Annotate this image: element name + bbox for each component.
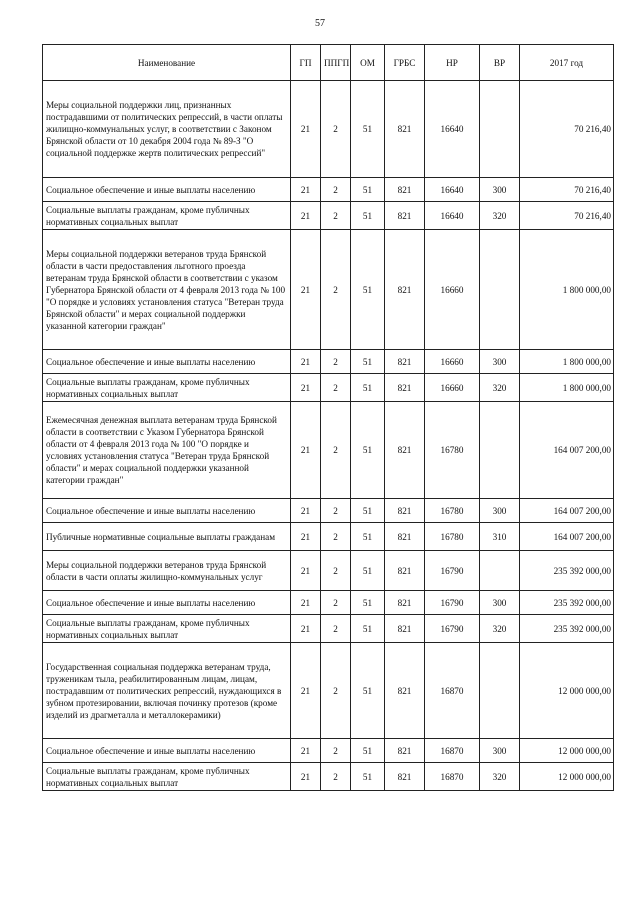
row-ppgp: 2 [321,350,351,374]
budget-table [42,44,614,791]
row-amount: 70 216,40 [520,202,614,230]
row-name: Социальное обеспечение и иные выплаты населению [43,178,291,202]
header-ppgp: ППГП [321,45,351,81]
row-amount: 12 000 000,00 [520,739,614,763]
row-nr: 16790 [425,551,480,591]
row-nr: 16640 [425,81,480,178]
row-nr: 16790 [425,591,480,615]
row-amount: 164 007 200,00 [520,499,614,523]
table-row [43,402,614,499]
table-row [43,374,614,402]
row-grbs: 821 [385,230,425,350]
row-gp: 21 [291,81,321,178]
row-vr: 310 [480,523,520,551]
table-row [43,551,614,591]
row-amount: 235 392 000,00 [520,591,614,615]
row-amount: 70 216,40 [520,178,614,202]
row-nr: 16780 [425,499,480,523]
header-nr: НР [425,45,480,81]
row-grbs: 821 [385,402,425,499]
row-ppgp: 2 [321,178,351,202]
row-gp: 21 [291,643,321,739]
row-om: 51 [351,202,385,230]
row-ppgp: 2 [321,615,351,643]
row-grbs: 821 [385,202,425,230]
row-amount: 235 392 000,00 [520,615,614,643]
header-gp: ГП [291,45,321,81]
table-row [43,230,614,350]
row-vr [480,643,520,739]
row-grbs: 821 [385,739,425,763]
row-om: 51 [351,350,385,374]
header-om: ОМ [351,45,385,81]
row-ppgp: 2 [321,523,351,551]
row-ppgp: 2 [321,643,351,739]
row-nr: 16660 [425,350,480,374]
row-gp: 21 [291,523,321,551]
row-om: 51 [351,739,385,763]
row-nr: 16870 [425,763,480,791]
row-vr: 300 [480,591,520,615]
row-vr: 300 [480,178,520,202]
row-grbs: 821 [385,178,425,202]
row-vr: 300 [480,499,520,523]
row-ppgp: 2 [321,499,351,523]
row-gp: 21 [291,499,321,523]
row-gp: 21 [291,763,321,791]
row-nr: 16780 [425,523,480,551]
row-grbs: 821 [385,374,425,402]
header-name: Наименование [43,45,291,81]
row-vr [480,402,520,499]
row-amount: 1 800 000,00 [520,230,614,350]
row-grbs: 821 [385,763,425,791]
row-om: 51 [351,643,385,739]
row-gp: 21 [291,551,321,591]
row-nr: 16870 [425,739,480,763]
table-row [43,81,614,178]
row-nr: 16660 [425,374,480,402]
row-grbs: 821 [385,643,425,739]
row-nr: 16640 [425,178,480,202]
page-number: 57 [315,18,325,29]
row-nr: 16870 [425,643,480,739]
row-ppgp: 2 [321,374,351,402]
row-name: Меры социальной поддержки лиц, признанных пострадавшими от политических репрессий, в части оплаты жилищно-коммунальных услуг, в соответствии с Законом Брянской области от 10 декабря 2004 года № 89-З "О социальной поддержке жертв политических репрессий" [43,81,291,178]
row-om: 51 [351,591,385,615]
table-row [43,202,614,230]
row-name: Социальные выплаты гражданам, кроме публичных нормативных социальных выплат [43,763,291,791]
row-vr: 320 [480,615,520,643]
row-gp: 21 [291,350,321,374]
row-grbs: 821 [385,615,425,643]
row-name: Социальное обеспечение и иные выплаты населению [43,350,291,374]
row-om: 51 [351,763,385,791]
row-gp: 21 [291,615,321,643]
table-row [43,643,614,739]
row-amount: 164 007 200,00 [520,523,614,551]
row-vr: 320 [480,374,520,402]
row-name: Меры социальной поддержки ветеранов труда Брянской области в части оплаты жилищно-коммунальных услуг [43,551,291,591]
table-row [43,739,614,763]
row-ppgp: 2 [321,230,351,350]
row-vr: 320 [480,202,520,230]
row-amount: 12 000 000,00 [520,763,614,791]
row-vr: 300 [480,739,520,763]
row-name: Социальное обеспечение и иные выплаты населению [43,591,291,615]
row-gp: 21 [291,402,321,499]
table-row [43,178,614,202]
row-amount: 164 007 200,00 [520,402,614,499]
row-amount: 12 000 000,00 [520,643,614,739]
row-grbs: 821 [385,523,425,551]
row-amount: 235 392 000,00 [520,551,614,591]
row-gp: 21 [291,591,321,615]
row-name: Социальное обеспечение и иные выплаты населению [43,499,291,523]
row-amount: 1 800 000,00 [520,350,614,374]
table-row [43,763,614,791]
row-nr: 16790 [425,615,480,643]
header-year: 2017 год [520,45,614,81]
row-grbs: 821 [385,591,425,615]
row-om: 51 [351,551,385,591]
row-ppgp: 2 [321,591,351,615]
row-name: Социальное обеспечение и иные выплаты населению [43,739,291,763]
row-name: Государственная социальная поддержка ветеранам труда, труженикам тыла, реабилитированным лицам, лицам, пострадавшим от политических репрессий, нуждающихся в зубном протезировании, включая починку протезов (кроме изделий из драгметалла и металлокерамики) [43,643,291,739]
row-name: Меры социальной поддержки ветеранов труда Брянской области в части предоставления льготного проезда ветеранам труда Брянской области в соответствии с указом Губернатора Брянской области от 4 февраля 2013 года № 100 "О порядке и условиях установления статуса "Ветеран труда Брянской области" и мерах социальной поддержки указанной категории граждан" [43,230,291,350]
row-nr: 16780 [425,402,480,499]
row-gp: 21 [291,739,321,763]
header-vr: ВР [480,45,520,81]
row-ppgp: 2 [321,202,351,230]
row-om: 51 [351,523,385,551]
table-row [43,350,614,374]
row-name: Социальные выплаты гражданам, кроме публичных нормативных социальных выплат [43,374,291,402]
row-om: 51 [351,615,385,643]
row-grbs: 821 [385,350,425,374]
row-gp: 21 [291,230,321,350]
row-gp: 21 [291,374,321,402]
row-ppgp: 2 [321,739,351,763]
table-row [43,499,614,523]
row-ppgp: 2 [321,551,351,591]
table-row [43,523,614,551]
row-grbs: 821 [385,551,425,591]
row-ppgp: 2 [321,763,351,791]
table-row [43,615,614,643]
row-gp: 21 [291,202,321,230]
row-vr [480,230,520,350]
row-om: 51 [351,178,385,202]
row-name: Ежемесячная денежная выплата ветеранам труда Брянской области в соответствии с Указом Губернатора Брянской области от 4 февраля 2013 года № 100 "О порядке и условиях установления статуса "Ветеран труда Брянской области" и мерах социальной поддержки указанной категории граждан" [43,402,291,499]
row-vr: 300 [480,350,520,374]
row-name: Социальные выплаты гражданам, кроме публичных нормативных социальных выплат [43,202,291,230]
row-amount: 1 800 000,00 [520,374,614,402]
row-ppgp: 2 [321,402,351,499]
row-om: 51 [351,81,385,178]
row-gp: 21 [291,178,321,202]
row-nr: 16640 [425,202,480,230]
row-name: Социальные выплаты гражданам, кроме публичных нормативных социальных выплат [43,615,291,643]
row-om: 51 [351,499,385,523]
row-om: 51 [351,402,385,499]
row-om: 51 [351,230,385,350]
table-header-row [43,45,614,81]
row-vr [480,81,520,178]
row-ppgp: 2 [321,81,351,178]
table-row [43,591,614,615]
row-grbs: 821 [385,499,425,523]
row-vr [480,551,520,591]
row-om: 51 [351,374,385,402]
row-nr: 16660 [425,230,480,350]
row-amount: 70 216,40 [520,81,614,178]
row-grbs: 821 [385,81,425,178]
row-name: Публичные нормативные социальные выплаты гражданам [43,523,291,551]
row-vr: 320 [480,763,520,791]
header-grbs: ГРБС [385,45,425,81]
